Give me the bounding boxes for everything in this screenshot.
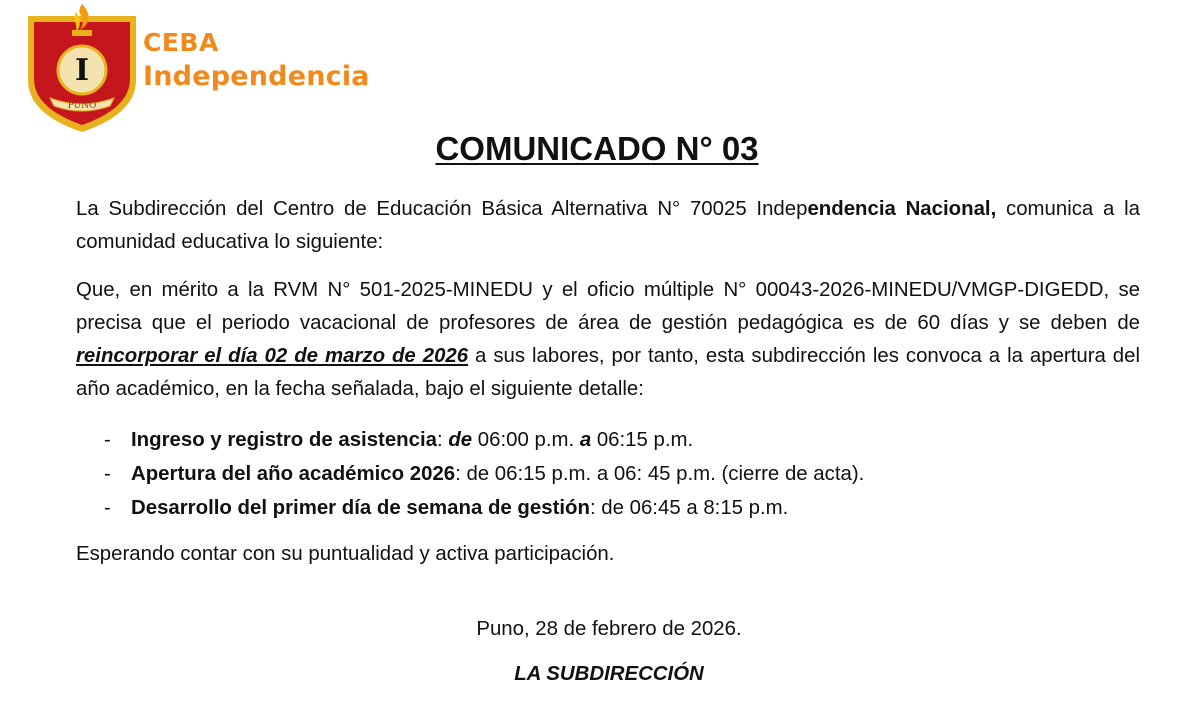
- brand-line-independencia: Independencia: [143, 61, 370, 92]
- brand-line-ceba: CEBA: [143, 28, 219, 57]
- school-brand: [143, 30, 370, 90]
- list-item: - Ingreso y registro de asistencia: de 06:00 p.m. a 06:15 p.m.: [104, 429, 694, 451]
- signature: LA SUBDIRECCIÓN: [514, 663, 704, 685]
- schedule-list: [76, 423, 864, 525]
- document-title: COMUNICADO N° 03: [435, 130, 759, 167]
- date-line: Puno, 28 de febrero de 2026.: [476, 618, 742, 640]
- highlight-date: reincorporar el día 02 de marzo de 2026: [76, 345, 469, 367]
- list-item: - Desarrollo del primer día de semana de gestión: de 06:45 a 8:15 p.m.: [104, 497, 789, 519]
- svg-text:I: I: [74, 53, 90, 88]
- body-paragraph: Que, en mérito a la RVM N° 501-2025-MINEDU y el oficio múltiple N° 00043-2026-MINEDU/VMGP-DIGEDD, se precisa que el periodo vacacional de profesores de área de gestión pedagógica es de 60 días y se deben de reincorporar el día 02 de marzo de 2026 a sus labores, por tanto, esta subdirección les convoca a la apertura del año académico, en la fecha señalada, bajo el siguiente detalle:: [76, 279, 1141, 400]
- list-item: - Apertura del año académico 2026: de 06:15 p.m. a 06: 45 p.m. (cierre de acta).: [104, 463, 865, 485]
- shield-icon: [22, 2, 142, 134]
- intro-paragraph: La Subdirección del Centro de Educación Básica Alternativa N° 70025 Independencia Nacional, comunica a la comunidad educativa lo siguiente:: [76, 198, 1140, 253]
- closing-paragraph: Esperando contar con su puntualidad y activa participación.: [76, 543, 615, 565]
- svg-text:PUNO: PUNO: [67, 101, 97, 111]
- school-logo: [22, 2, 142, 134]
